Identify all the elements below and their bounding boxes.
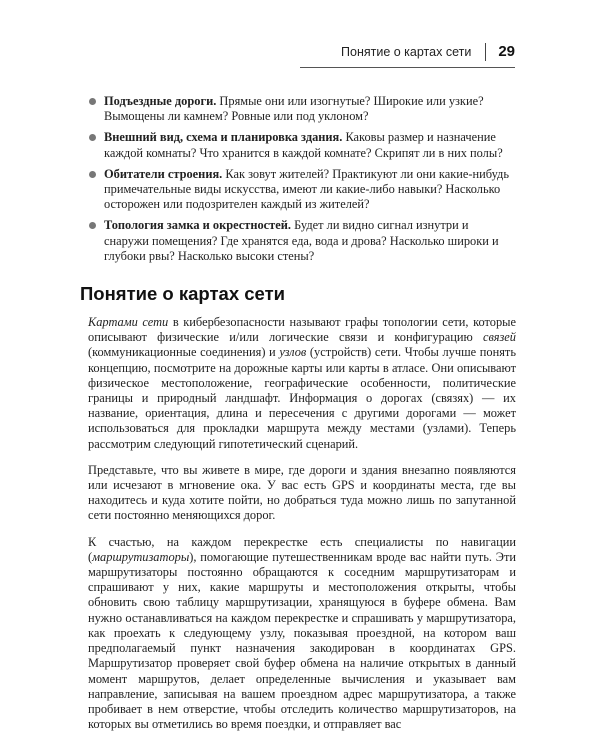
- bullet-icon: [89, 134, 96, 141]
- paragraph-text: К счастью, на каждом перекрестке есть специалисты по навигации (: [88, 534, 516, 564]
- list-item: [88, 167, 516, 213]
- running-header: [300, 40, 515, 64]
- bullet-title: Подъездные дороги.: [104, 94, 217, 108]
- bullet-list: [88, 94, 516, 264]
- paragraph-text: (устройств) сети. Чтобы лучше понять концепцию, посмотрите на дорожные карты или карты в атласе. Они описывают физическое местоположение, географические особенности, политические границы и природный ландшафт. Информация о дорогах (связях) — их название, ориентация, длина и пересечения с другими дорогами — может использоваться для прокладки маршрута между местами (узлами). Теперь рассмотрим следующий гипотетический сценарий.: [88, 345, 516, 451]
- paragraph-text: ), помогающие путешественникам вроде вас найти путь. Эти маршрутизаторы постоянно обращаются к соседним маршрутизаторам и спрашивают у них, какие маршруты и местоположения открыты, чтобы обновить свою таблицу маршрутизации, хранящуюся в буфере обмена. Вам нужно останавливаться на каждом перекрестке и спрашивать у маршрутизатора, как проехать к следующему узлу, показывая проездной, на котором ваш предполагаемый пункт назначения закодирован в координатах GPS. Маршрутизатор проверяет свой буфер обмена на наличие открытых в данный момент маршрутов, делает определенные вычисления и указывает вам направление, записывая на вашем проездном адрес маршрутизатора, а также пробивает в нем отверстие, чтобы отследить количество маршрутизаторов, на которых вы отметились во время поездки, и отправляет вас: [88, 549, 516, 732]
- section-heading: Понятие о картах сети: [80, 283, 286, 305]
- bullet-text: Будет ли видно сигнал изнутри и снаружи помещения? Где хранятся еда, вода и дрова? Насколько широки и глубоки рвы? Насколько высоки стены?: [104, 218, 499, 263]
- bullet-text: Как зовут жителей? Практикуют ли они какие-нибудь примечательные виды искусства, имеют ли какие-либо навыки? Насколько осторожен или подозрителен каждый из жителей?: [104, 166, 509, 212]
- term-routers: маршрутизаторы: [92, 549, 190, 564]
- paragraph-text: в кибербезопасности называют графы топологии сети, которые описывают физические и/или логические связи и конфигурацию: [88, 315, 516, 345]
- list-item: [88, 130, 516, 160]
- list-item: [88, 218, 516, 264]
- paragraph-routers: [88, 535, 516, 733]
- bullet-icon: [89, 222, 96, 229]
- bullet-text: Каковы размер и назначение каждой комнаты? Что хранится в каждой комнате? Скрипят ли в них полы?: [104, 130, 503, 160]
- page-content: [80, 94, 516, 743]
- term-nodes: узлов: [279, 345, 307, 360]
- bullet-text: Прямые они или изогнутые? Широкие или узкие? Вымощены ли камнем? Ровные или под уклоном?: [104, 94, 484, 124]
- list-item: [88, 94, 516, 124]
- header-rule: [300, 67, 515, 68]
- paragraph-network-maps: [88, 315, 516, 452]
- paragraph-text: (коммуникационные соединения) и: [88, 345, 280, 360]
- bullet-title: Обитатели строения.: [104, 166, 223, 181]
- term-links: связей: [482, 330, 516, 345]
- bullet-title: Топология замка и окрестностей.: [104, 218, 292, 233]
- term-network-maps: Картами сети: [88, 315, 169, 330]
- bullet-icon: [89, 171, 96, 178]
- paragraph-imagine: Представьте, что вы живете в мире, где дороги и здания внезапно появляются или исчезают в мгновение ока. У вас есть GPS и координаты места, где вы находитесь и куда хотите пойти, но добраться туда можно лишь по запутанной сети постоянно меняющихся дорог.: [88, 462, 516, 523]
- bullet-title: Внешний вид, схема и планировка здания.: [104, 130, 343, 145]
- bullet-icon: [89, 98, 96, 105]
- page-number: 29: [498, 43, 515, 60]
- running-title: Понятие о картах сети: [341, 43, 486, 61]
